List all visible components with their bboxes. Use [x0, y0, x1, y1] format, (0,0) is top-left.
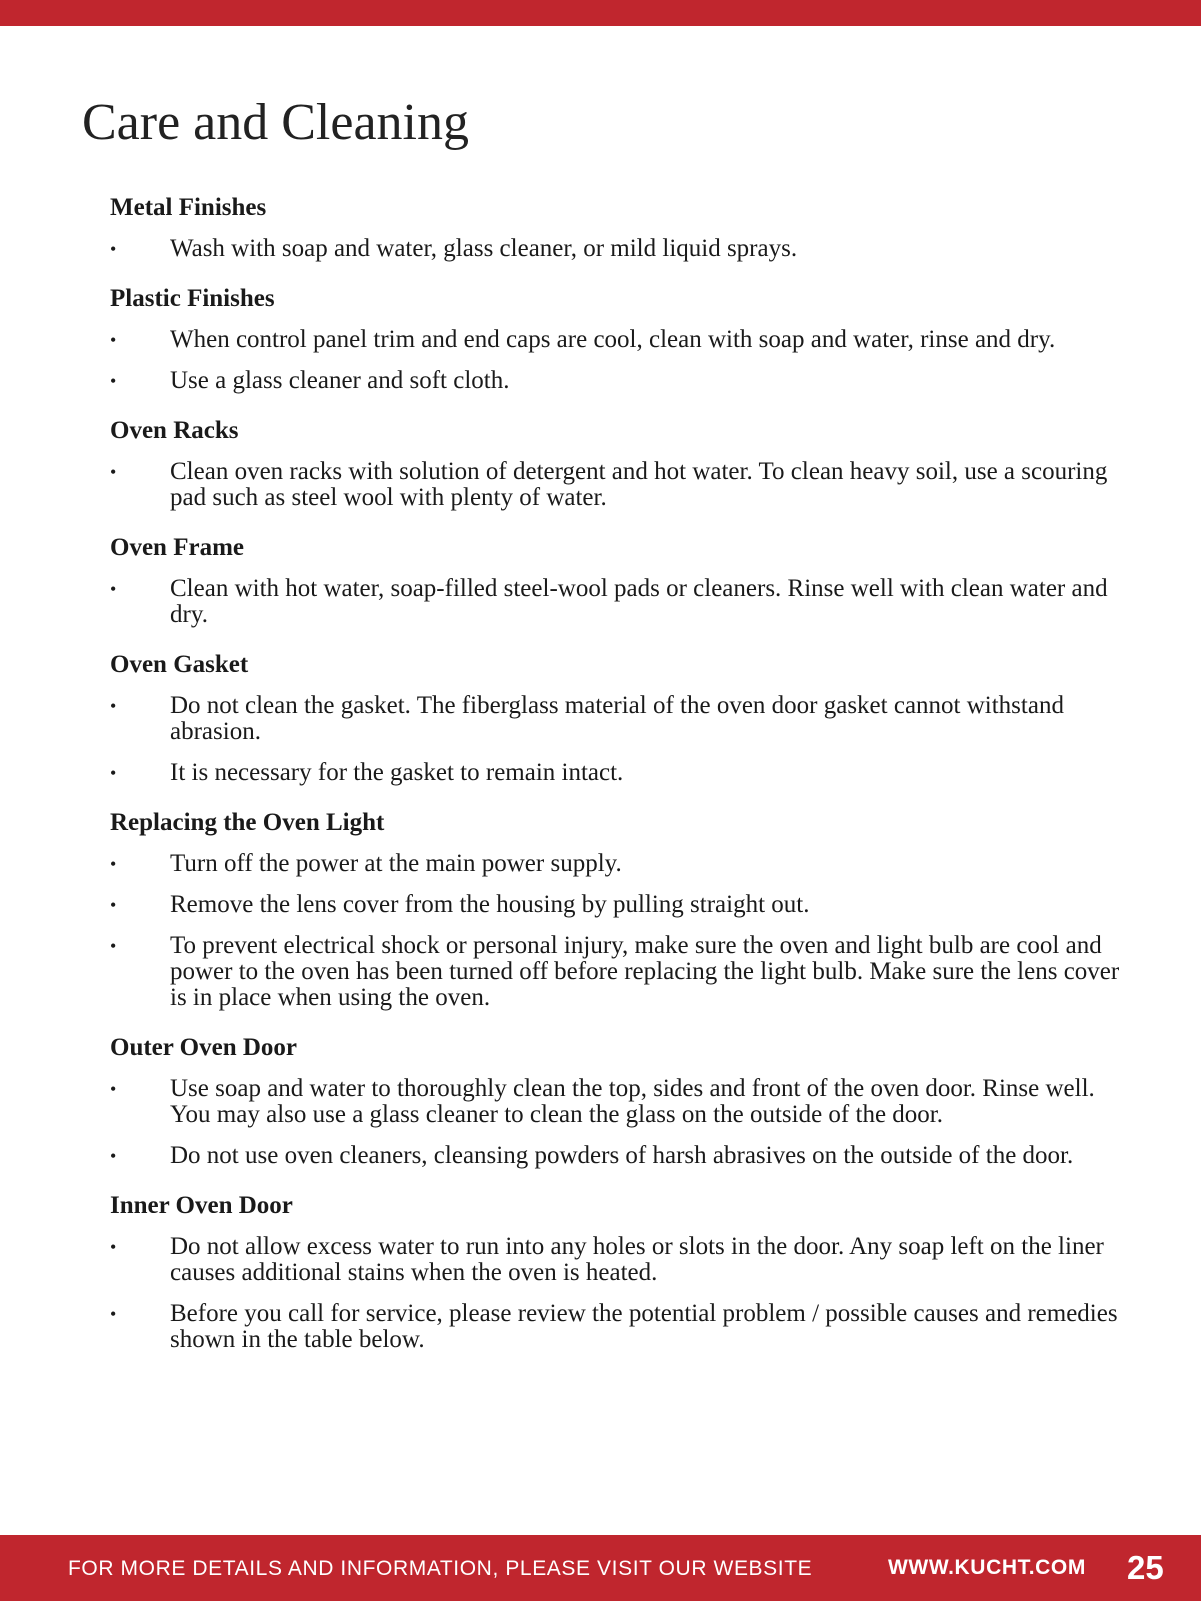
bullet-list	[110, 327, 1125, 394]
bullet-list	[110, 576, 1125, 628]
bullet-icon: •	[110, 1146, 117, 1166]
bullet-icon: •	[110, 895, 117, 915]
list-item	[110, 327, 1125, 353]
list-item-text: It is necessary for the gasket to remain intact.	[170, 759, 624, 786]
list-item	[110, 236, 1125, 262]
list-item	[110, 1234, 1125, 1286]
list-item-text: Do not clean the gasket. The fiberglass material of the oven door gasket cannot withstand abrasion.	[170, 692, 1064, 745]
list-item-text: Remove the lens cover from the housing by pulling straight out.	[170, 891, 810, 918]
section-heading: Metal Finishes	[110, 194, 267, 221]
footer-text: FOR MORE DETAILS AND INFORMATION, PLEASE VISIT OUR WEBSITE	[68, 1557, 813, 1580]
section-heading: Outer Oven Door	[110, 1034, 298, 1061]
list-item-text: Use soap and water to thoroughly clean the top, sides and front of the oven door. Rinse well. You may also use a glass cleaner to clean the glass on the outside of the door.	[170, 1075, 1095, 1128]
bullet-icon: •	[110, 239, 117, 259]
list-item-text: Clean oven racks with solution of detergent and hot water. To clean heavy soil, use a scouring pad such as steel wool with plenty of water.	[170, 458, 1108, 511]
list-item	[110, 851, 1125, 877]
footer-bar	[0, 1535, 1201, 1601]
list-item-text: Do not use oven cleaners, cleansing powders of harsh abrasives on the outside of the door.	[170, 1142, 1074, 1169]
content-body	[110, 186, 1125, 1368]
list-item-text: Turn off the power at the main power supply.	[170, 850, 622, 877]
bullet-icon: •	[110, 696, 117, 716]
bullet-icon: •	[110, 763, 117, 783]
website-link[interactable]: WWW.KUCHT.COM	[888, 1556, 1086, 1579]
list-item	[110, 1076, 1125, 1128]
list-item-text: Do not allow excess water to run into any holes or slots in the door. Any soap left on the liner causes additional stains when the oven is heated.	[170, 1233, 1104, 1286]
section-heading: Inner Oven Door	[110, 1192, 293, 1219]
section-heading: Replacing the Oven Light	[110, 809, 385, 836]
list-item	[110, 933, 1125, 1011]
bullet-icon: •	[110, 462, 117, 482]
bullet-icon: •	[110, 330, 117, 350]
list-item	[110, 576, 1125, 628]
list-item-text: When control panel trim and end caps are cool, clean with soap and water, rinse and dry.	[170, 326, 1056, 353]
section-heading: Oven Frame	[110, 534, 244, 561]
page-number: 25	[1127, 1549, 1164, 1586]
list-item	[110, 892, 1125, 918]
bullet-icon: •	[110, 1304, 117, 1324]
bullet-list	[110, 851, 1125, 1011]
list-item	[110, 1143, 1125, 1169]
list-item-text: Wash with soap and water, glass cleaner, or mild liquid sprays.	[170, 235, 798, 262]
list-item	[110, 459, 1125, 511]
bullet-icon: •	[110, 579, 117, 599]
bullet-list	[110, 1234, 1125, 1353]
bullet-icon: •	[110, 1237, 117, 1257]
bullet-icon: •	[110, 371, 117, 391]
bullet-list	[110, 1076, 1125, 1169]
list-item-text: Use a glass cleaner and soft cloth.	[170, 367, 510, 394]
top-accent-bar	[0, 0, 1201, 26]
list-item	[110, 368, 1125, 394]
list-item	[110, 1301, 1125, 1353]
list-item	[110, 760, 1125, 786]
section-heading: Oven Racks	[110, 417, 239, 444]
list-item	[110, 693, 1125, 745]
bullet-icon: •	[110, 854, 117, 874]
bullet-icon: •	[110, 1079, 117, 1099]
list-item-text: Before you call for service, please review the potential problem / possible causes and remedies shown in the table below.	[170, 1300, 1118, 1353]
page-title: Care and Cleaning	[82, 94, 469, 151]
list-item-text: Clean with hot water, soap-filled steel-wool pads or cleaners. Rinse well with clean water and dry.	[170, 575, 1108, 628]
bullet-icon: •	[110, 936, 117, 956]
bullet-list	[110, 693, 1125, 786]
bullet-list	[110, 236, 1125, 262]
list-item-text: To prevent electrical shock or personal injury, make sure the oven and light bulb are cool and power to the oven has been turned off before replacing the light bulb. Make sure the lens cover is in place when using the oven.	[170, 932, 1120, 1011]
section-heading: Oven Gasket	[110, 651, 249, 678]
section-heading: Plastic Finishes	[110, 285, 275, 312]
bullet-list	[110, 459, 1125, 511]
